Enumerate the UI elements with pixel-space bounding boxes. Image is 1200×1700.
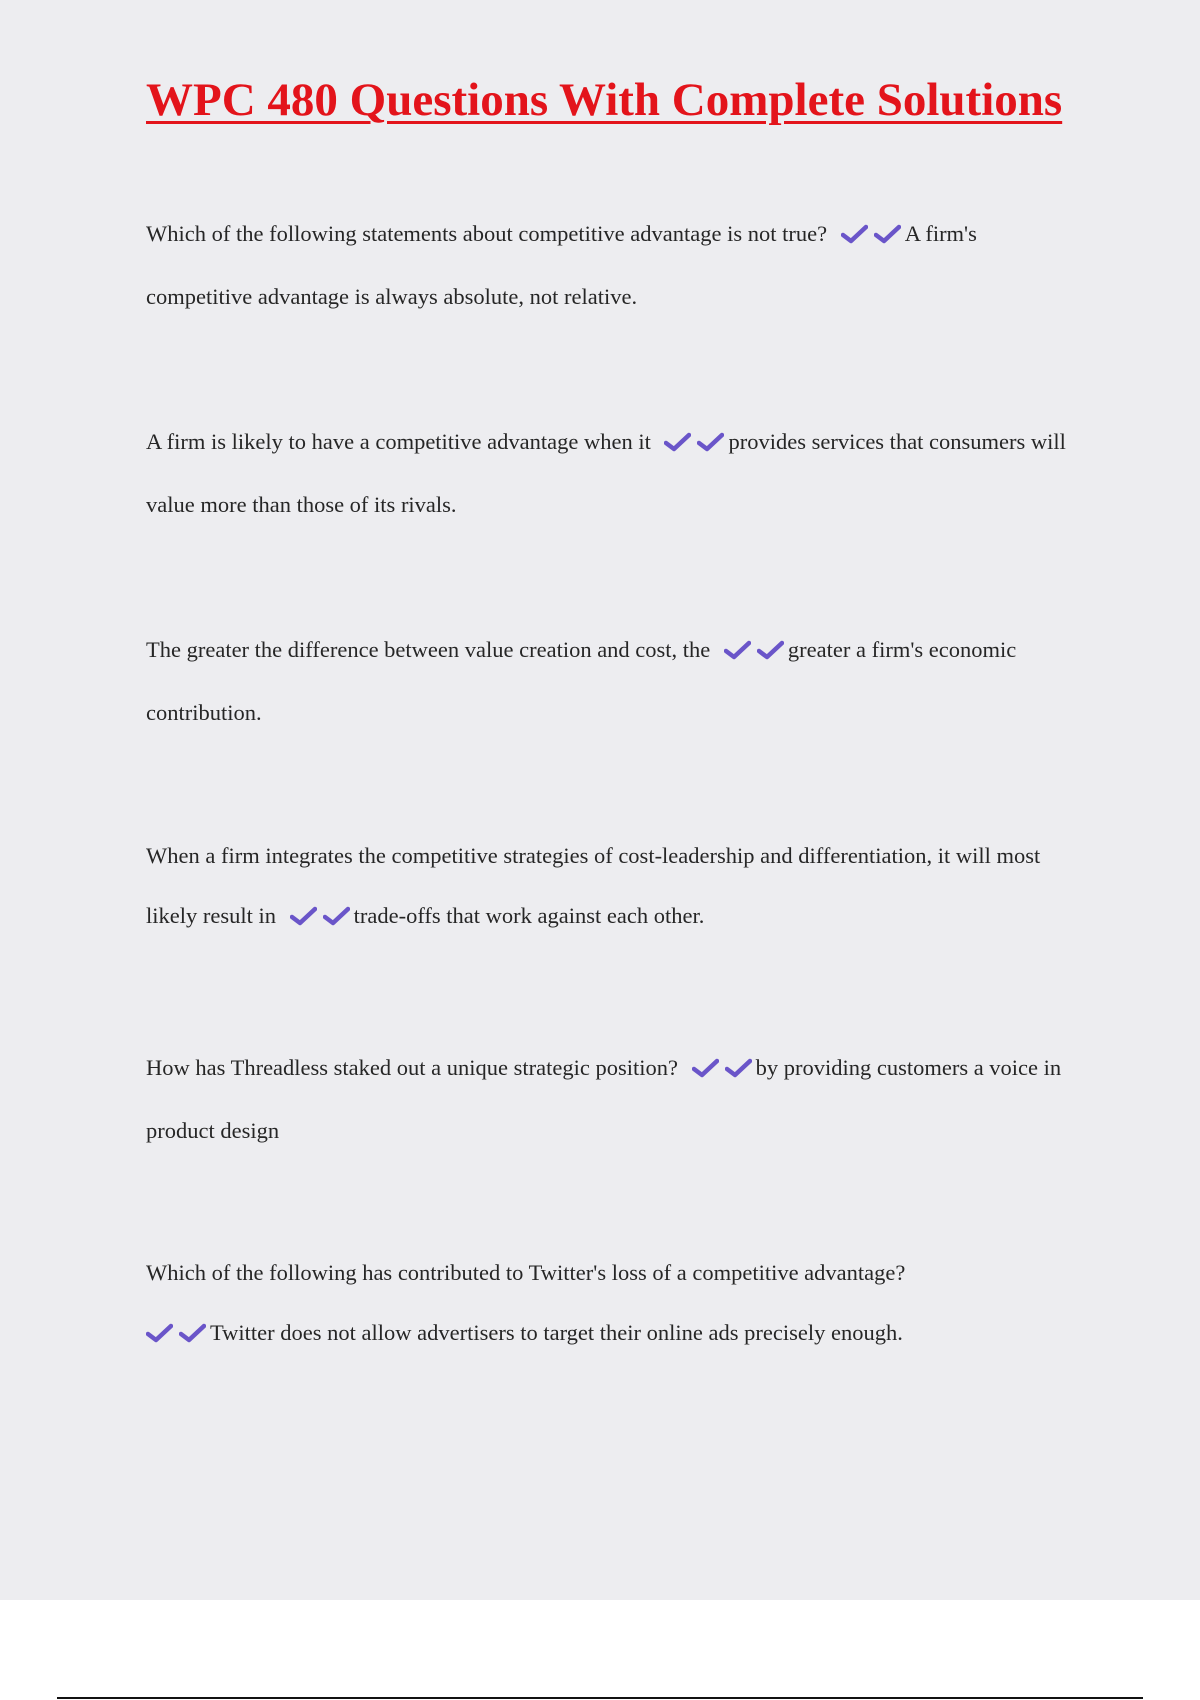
question-text: Which of the following statements about competitive advantage is not true?: [146, 221, 828, 246]
checkmark-icon: [841, 224, 868, 244]
question-text: Which of the following has contributed to Twitter's loss of a competitive advantage?: [146, 1260, 906, 1285]
checkmark-icon: [757, 640, 784, 660]
checkmark-icon: [290, 906, 317, 926]
checkmark-icon: [179, 1323, 206, 1343]
double-checkmark-icon: [692, 1041, 754, 1101]
question-text: When a firm integrates the competitive strategies of cost-leadership and differentiation, it will most likely result in: [146, 843, 1041, 928]
qa-item: [146, 826, 1086, 949]
double-checkmark-icon: [146, 1306, 208, 1366]
answer-text: Twitter does not allow advertisers to target their online ads precisely enough.: [210, 1320, 903, 1345]
answer-text: A firm's competitive advantage is always absolute, not relative.: [146, 221, 977, 309]
double-checkmark-icon: [841, 207, 903, 267]
double-checkmark-icon: [664, 415, 726, 475]
checkmark-icon: [323, 906, 350, 926]
checkmark-icon: [725, 1058, 752, 1078]
question-text: How has Threadless staked out a unique strategic position?: [146, 1055, 678, 1080]
double-checkmark-icon: [290, 889, 352, 949]
checkmark-icon: [664, 432, 691, 452]
answer-text: trade-offs that work against each other.: [353, 903, 705, 928]
checkmark-icon: [697, 432, 724, 452]
checkmark-icon: [146, 1323, 173, 1343]
checkmark-icon: [874, 224, 901, 244]
question-text: A firm is likely to have a competitive advantage when it: [146, 429, 651, 454]
answer-text: provides services that consumers will value more than those of its rivals.: [146, 429, 1066, 517]
qa-item: [146, 1243, 1086, 1366]
qa-item: [146, 620, 1086, 743]
checkmark-icon: [692, 1058, 719, 1078]
qa-item: [146, 1038, 1086, 1161]
answer-text: by providing customers a voice in product design: [146, 1055, 1062, 1143]
document-title: WPC 480 Questions With Complete Solutions: [146, 74, 1063, 126]
footer-divider: [57, 1697, 1143, 1699]
question-text: The greater the difference between value creation and cost, the: [146, 637, 711, 662]
qa-item: [146, 412, 1086, 535]
checkmark-icon: [724, 640, 751, 660]
answer-text: greater a firm's economic contribution.: [146, 637, 1017, 725]
double-checkmark-icon: [724, 623, 786, 683]
qa-item: [146, 204, 1086, 327]
